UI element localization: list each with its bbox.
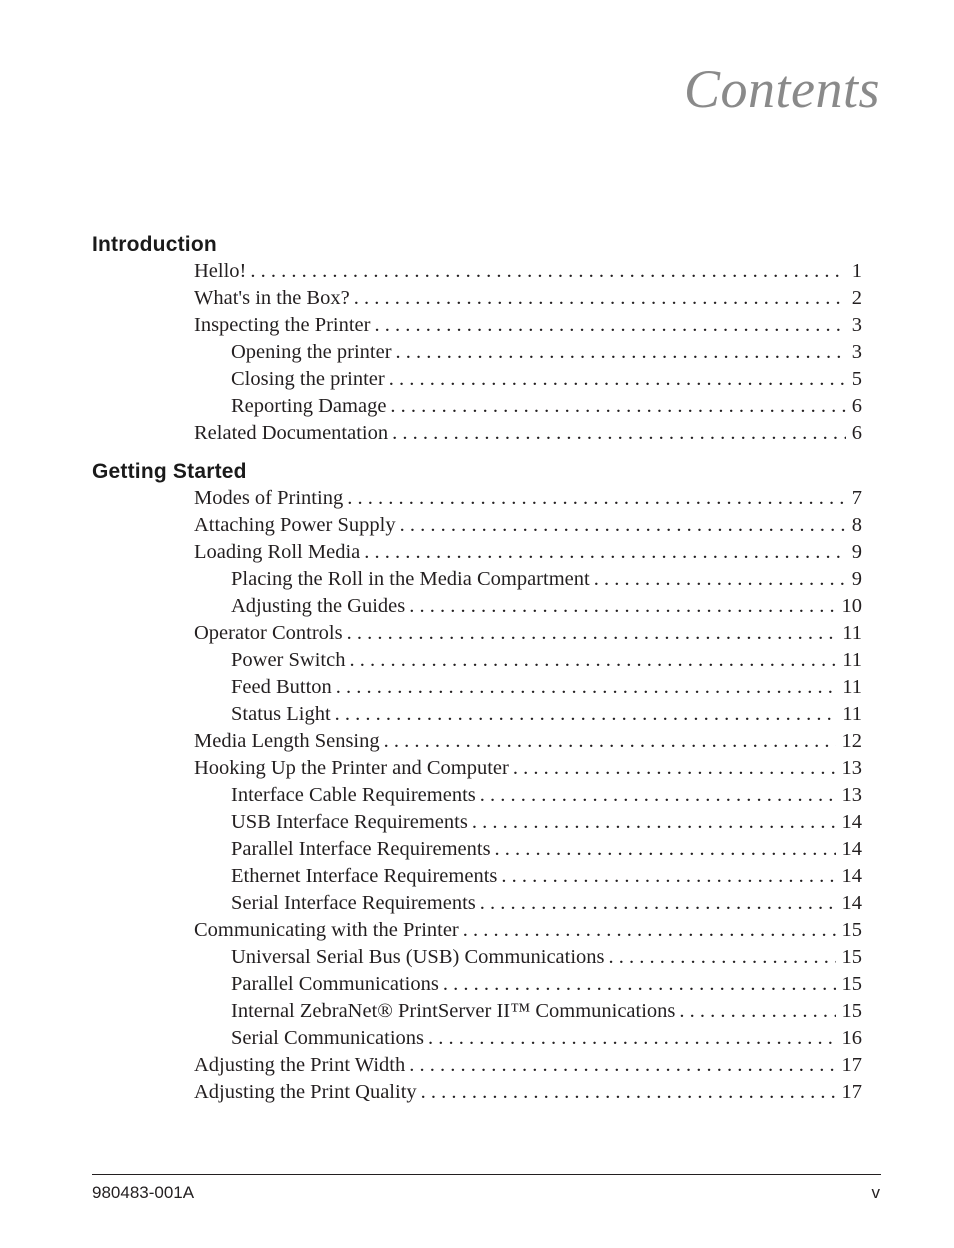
toc-entry[interactable] (92, 1025, 862, 1052)
toc-entry-label: Feed Button (231, 676, 332, 698)
dot-leader (347, 620, 837, 647)
dot-leader (409, 593, 835, 620)
dot-leader (400, 512, 846, 539)
dot-leader (396, 339, 846, 366)
dot-leader (513, 755, 836, 782)
dot-leader (364, 539, 845, 566)
toc-section-getting-started (92, 459, 862, 1106)
toc-entry-page: 6 (851, 422, 862, 444)
footer-page-number: v (871, 1183, 880, 1202)
toc-entry[interactable] (92, 1052, 862, 1079)
toc-entry-page: 7 (851, 487, 862, 509)
dot-leader (443, 971, 836, 998)
dot-leader (347, 485, 846, 512)
toc-entry-page: 3 (851, 314, 862, 336)
toc-entry-label: Related Documentation (194, 422, 389, 444)
toc-entry-page: 15 (841, 919, 862, 941)
toc-entry[interactable] (92, 1079, 862, 1106)
dot-leader (392, 420, 846, 447)
dot-leader (609, 944, 836, 971)
dot-leader (480, 782, 836, 809)
toc-entry-label: Universal Serial Bus (USB) Communications (231, 946, 605, 968)
toc-entry[interactable] (92, 728, 862, 755)
toc-entry-label: Parallel Communications (231, 973, 439, 995)
toc-entry-label: Reporting Damage (231, 395, 387, 417)
toc-entry-label: Serial Interface Requirements (231, 892, 476, 914)
toc-entry-label: Internal ZebraNet® PrintServer II™ Communications (231, 1000, 676, 1022)
toc-entry[interactable] (92, 593, 862, 620)
dot-leader (679, 998, 835, 1025)
toc-entry-page: 17 (841, 1054, 862, 1076)
toc-entry[interactable] (92, 998, 862, 1025)
toc-entry-label: USB Interface Requirements (231, 811, 468, 833)
toc-entry-label: Hooking Up the Printer and Computer (194, 757, 509, 779)
section-heading: Introduction (92, 233, 217, 256)
toc-entry-label: What's in the Box? (194, 287, 350, 309)
page-title: Contents (683, 59, 880, 119)
toc-entry[interactable] (92, 647, 862, 674)
dot-leader (250, 258, 845, 285)
dot-leader (336, 674, 836, 701)
toc-entry-label: Hello! (194, 260, 247, 282)
toc-entry[interactable] (92, 863, 862, 890)
dot-leader (428, 1025, 835, 1052)
toc-entry[interactable] (92, 393, 862, 420)
toc-entry-page: 13 (841, 784, 862, 806)
toc-entry-label: Adjusting the Print Quality (194, 1081, 417, 1103)
toc-entry-page: 6 (851, 395, 862, 417)
section-heading: Getting Started (92, 460, 247, 483)
toc-entry-label: Communicating with the Printer (194, 919, 459, 941)
toc-entry-page: 15 (841, 973, 862, 995)
toc-entry-page: 3 (851, 341, 862, 363)
toc-entry-label: Opening the printer (231, 341, 392, 363)
toc-entry-page: 12 (841, 730, 862, 752)
toc-entry[interactable] (92, 566, 862, 593)
toc-entry-page: 5 (851, 368, 862, 390)
toc-entry-page: 1 (851, 260, 862, 282)
toc-entry-label: Inspecting the Printer (194, 314, 371, 336)
toc-entry-label: Parallel Interface Requirements (231, 838, 491, 860)
toc-entry-label: Operator Controls (194, 622, 343, 644)
toc-entry-label: Adjusting the Print Width (194, 1054, 406, 1076)
dot-leader (389, 366, 846, 393)
toc-entry-page: 8 (851, 514, 862, 536)
toc-entry-page: 14 (841, 892, 862, 914)
dot-leader (390, 393, 845, 420)
toc-entry[interactable] (92, 836, 862, 863)
dot-leader (354, 285, 846, 312)
toc-entry[interactable] (92, 701, 862, 728)
toc-entry[interactable] (92, 755, 862, 782)
toc-entry-label: Modes of Printing (194, 487, 344, 509)
dot-leader (480, 890, 836, 917)
toc-entry[interactable] (92, 485, 862, 512)
toc-entry-page: 14 (841, 838, 862, 860)
toc-entry-label: Closing the printer (231, 368, 385, 390)
toc-entry[interactable] (92, 312, 862, 339)
toc-entry[interactable] (92, 782, 862, 809)
toc-entry[interactable] (92, 944, 862, 971)
toc-entry[interactable] (92, 917, 862, 944)
toc-entry[interactable] (92, 420, 862, 447)
toc-entry[interactable] (92, 674, 862, 701)
dot-leader (335, 701, 837, 728)
toc-entry[interactable] (92, 890, 862, 917)
dot-leader (374, 312, 845, 339)
toc-entry-label: Power Switch (231, 649, 346, 671)
dot-leader (495, 836, 836, 863)
toc-entry-page: 9 (851, 568, 862, 590)
toc-section-introduction (92, 232, 862, 447)
toc-entry-label: Adjusting the Guides (231, 595, 406, 617)
toc-entry-page: 15 (841, 1000, 862, 1022)
footer-doc-number: 980483-001A (92, 1183, 195, 1202)
toc-entry-page: 17 (841, 1081, 862, 1103)
toc-entry-page: 14 (841, 811, 862, 833)
dot-leader (463, 917, 836, 944)
dot-leader (409, 1052, 835, 1079)
toc-entry-page: 11 (842, 703, 862, 725)
toc-entry-label: Loading Roll Media (194, 541, 361, 563)
toc-entry-label: Serial Communications (231, 1027, 425, 1049)
toc-entry-page: 13 (841, 757, 862, 779)
toc-entry-label: Placing the Roll in the Media Compartment (231, 568, 590, 590)
toc-entry-page: 11 (842, 676, 862, 698)
dot-leader (384, 728, 836, 755)
toc-entry[interactable] (92, 339, 862, 366)
toc-entry[interactable] (92, 512, 862, 539)
toc-entry-label: Ethernet Interface Requirements (231, 865, 498, 887)
toc-entry-page: 2 (851, 287, 862, 309)
toc-entry[interactable] (92, 809, 862, 836)
dot-leader (349, 647, 836, 674)
dot-leader (421, 1079, 836, 1106)
toc-entry[interactable] (92, 258, 862, 285)
footer-divider (92, 1174, 881, 1175)
toc-entry[interactable] (92, 539, 862, 566)
toc-entry-page: 11 (842, 649, 862, 671)
toc-entry-label: Status Light (231, 703, 331, 725)
dot-leader (472, 809, 836, 836)
toc-entry-label: Interface Cable Requirements (231, 784, 476, 806)
toc-entry-label: Media Length Sensing (194, 730, 380, 752)
toc-entry[interactable] (92, 285, 862, 312)
dot-leader (501, 863, 835, 890)
toc-entry-label: Attaching Power Supply (194, 514, 396, 536)
toc-entry[interactable] (92, 620, 862, 647)
toc-entry-page: 14 (841, 865, 862, 887)
toc-entry-page: 10 (841, 595, 862, 617)
toc-entry[interactable] (92, 971, 862, 998)
table-of-contents (92, 232, 862, 1106)
dot-leader (594, 566, 846, 593)
toc-entry-page: 9 (851, 541, 862, 563)
toc-entry-page: 11 (842, 622, 862, 644)
toc-entry-page: 15 (841, 946, 862, 968)
toc-entry[interactable] (92, 366, 862, 393)
toc-entry-page: 16 (841, 1027, 862, 1049)
